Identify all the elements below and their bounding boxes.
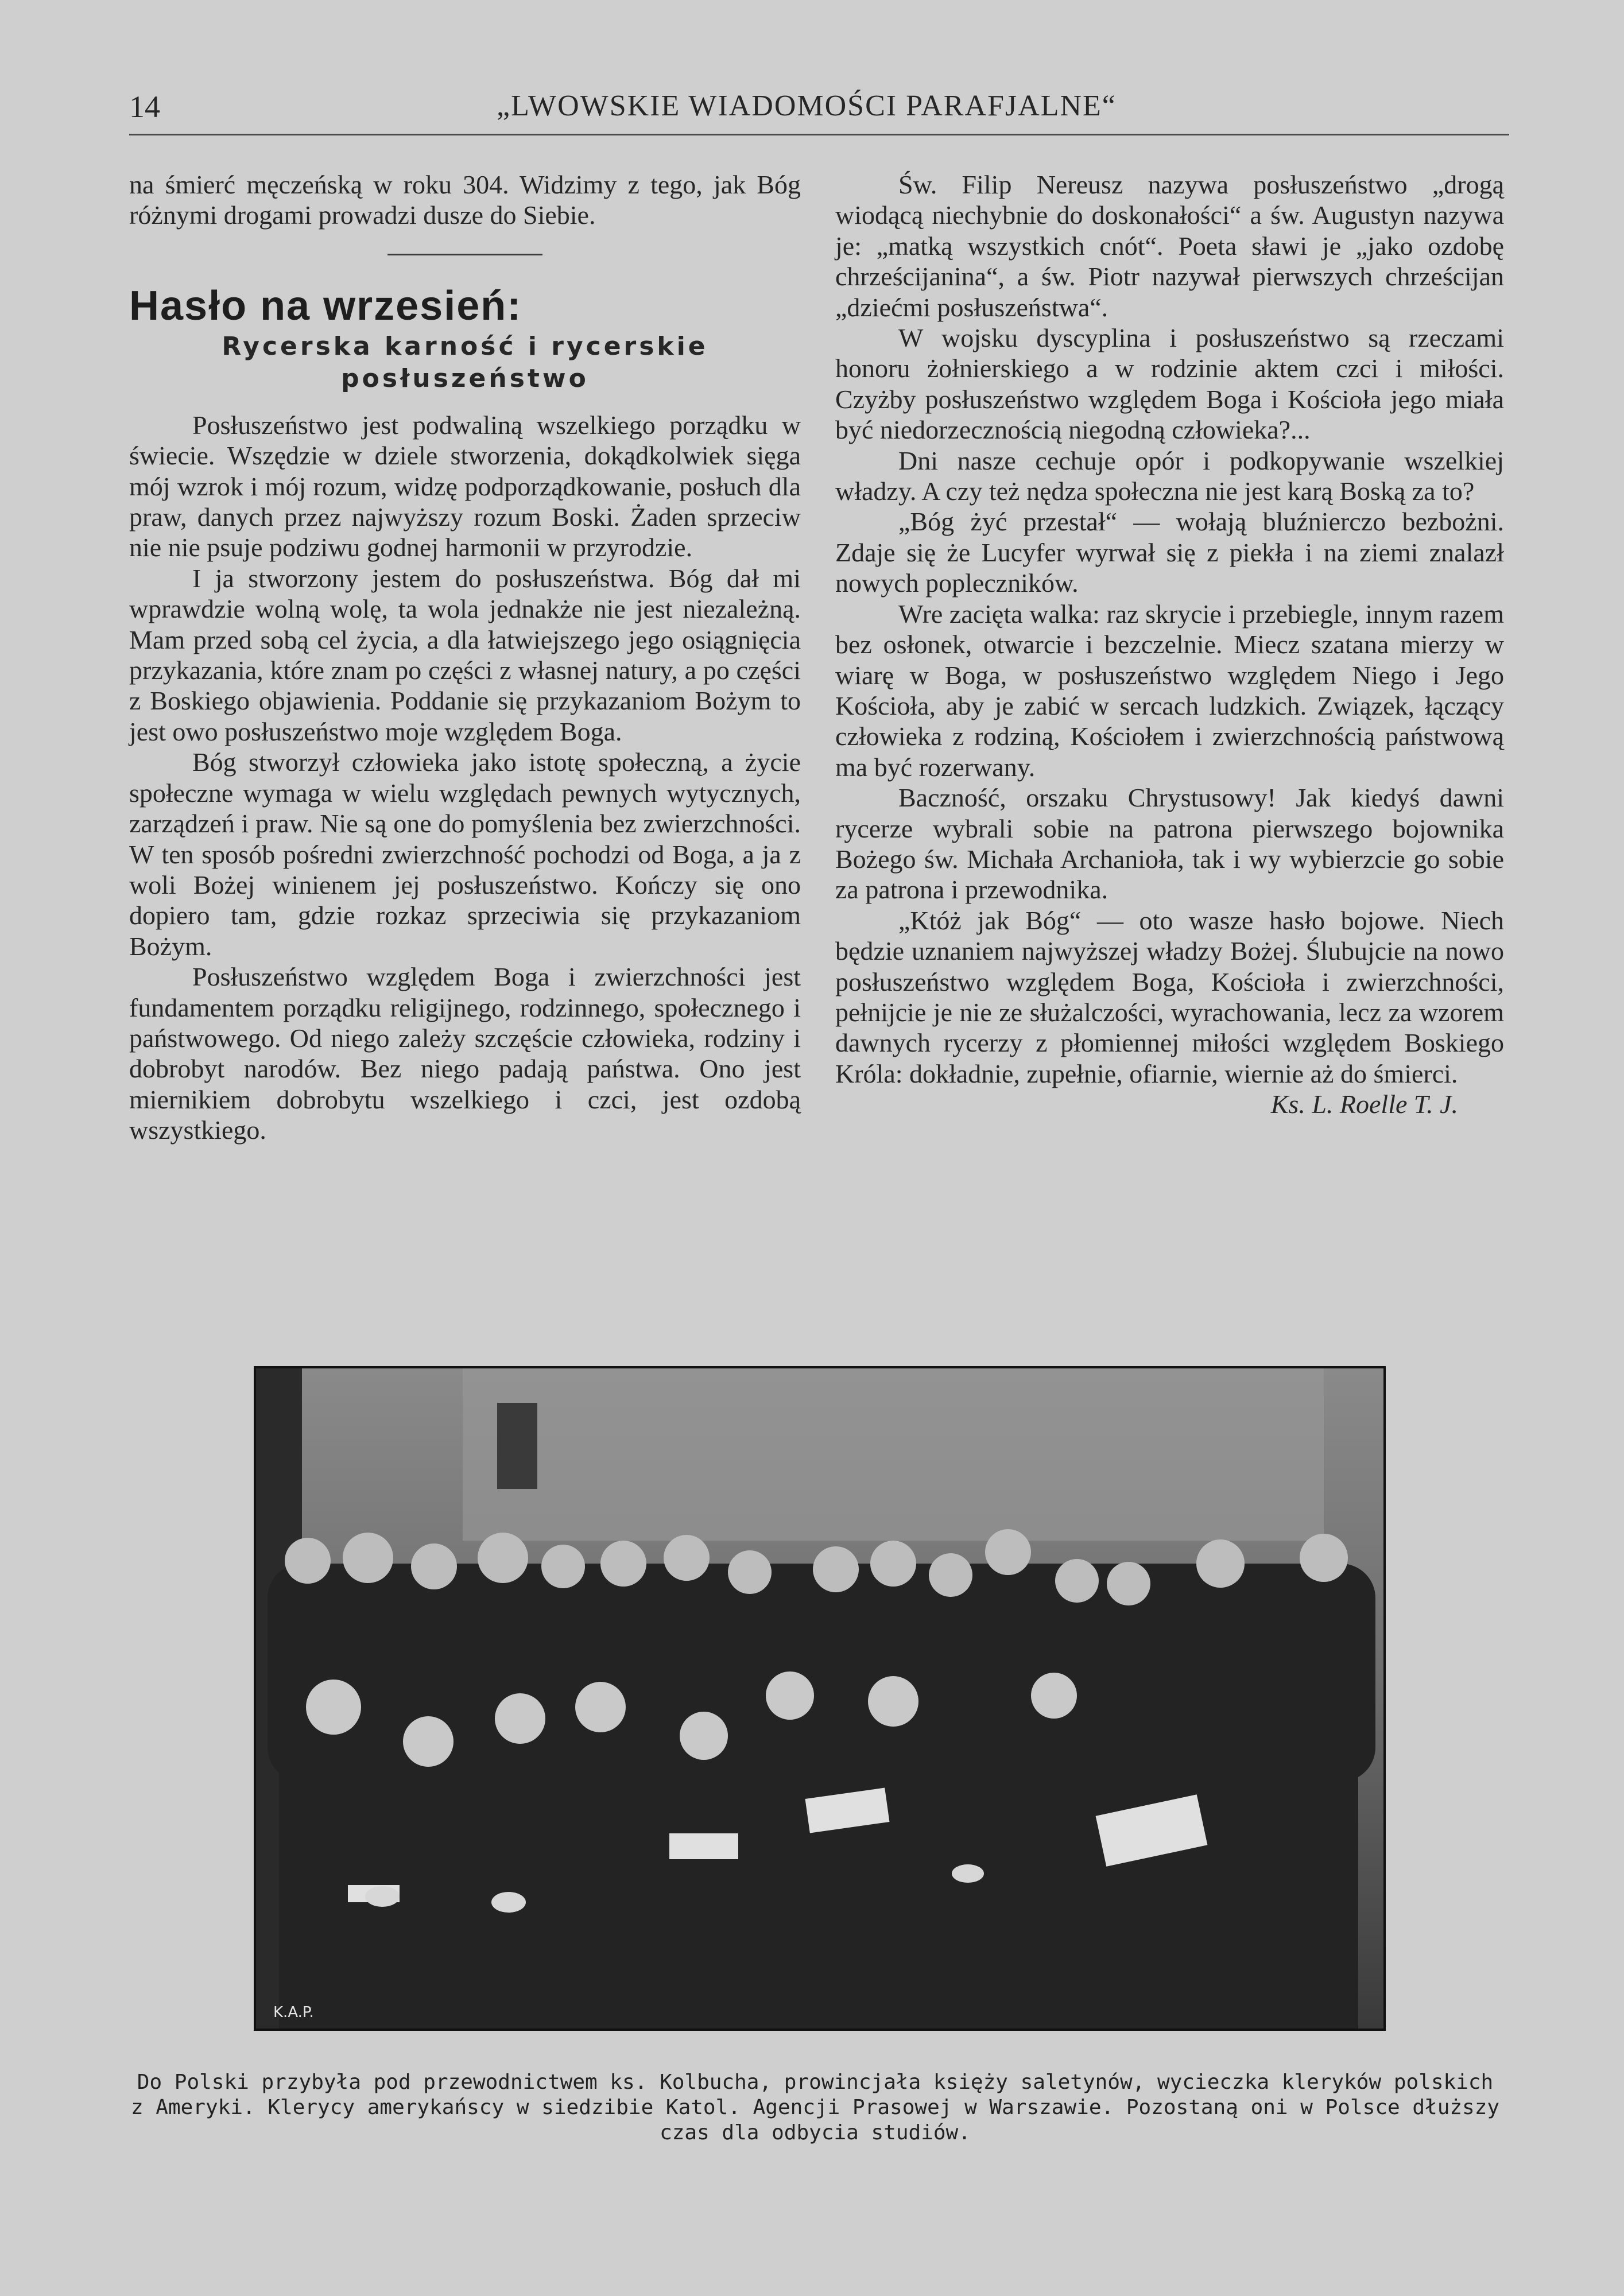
author-signature: Ks. L. Roelle T. J. — [1270, 1089, 1458, 1119]
paragraph: „Bóg żyć przestał“ — wołają bluźnierczo bezbożni. Zdaje się że Lucyfer wyrwał się z piekła i na ziemi znalazł nowych popleczników. — [835, 507, 1504, 598]
paragraph: Posłuszeństwo względem Boga i zwierzchności jest fundamentem porządku religijnego, rodzinnego, społecznego i państwowego. Od niego zależy szczęście człowieka, rodziny i dobrobyt narodów. Bez niego padają państwa. Ono jest miernikiem dobrobytu wszelkiego i czci, jest ozdobą wszystkiego. — [129, 962, 801, 1145]
paragraph: „Któż jak Bóg“ — oto wasze hasło bojowe. Niech będzie uznaniem najwyższej władzy Bożej. Ślubujcie na nowo posłuszeństwo względem Boga, Kościoła i zwierzchności, pełnijcie je nie ze służalczości, wyrachowania, lecz za wzorem dawnych rycerzy z płomiennej miłości względem Boskiego Króla: dokładnie, zupełnie, ofiarnie, wiernie aż do śmierci. — [835, 905, 1504, 1088]
paragraph: Dni nasze cechuje opór i podkopywanie wszelkiej władzy. A czy też nędza społeczna nie jest karą Boską za to? — [835, 445, 1504, 506]
right-column — [835, 169, 1504, 1120]
paragraph: Wre zacięta walka: raz skrycie i przebiegle, innym razem bez osłonek, otwarcie i bezczelnie. Miecz szatana mierzy w wiarę w Boga, w posłuszeństwo względem Niego i Jego Kościoła, aby je zabić w sercach ludzkich. Związek, łączący człowieka z rodziną, Kościołem i zwierzchnością państwową ma być rozerwany. — [835, 599, 1504, 782]
intro-paragraph: na śmierć męczeńską w roku 304. Widzimy z tego, jak Bóg różnymi drogami prowadzi dusze do Siebie. — [129, 170, 801, 230]
running-title: „LWOWSKIE WIADOMOŚCI PARAFJALNE“ — [497, 90, 1117, 122]
left-column — [129, 169, 801, 1146]
subheading-line-2: posłuszeństwo — [341, 363, 589, 393]
paragraph: Św. Filip Nereusz nazywa posłuszeństwo „drogą wiodącą niechybnie do doskonałości“ a św. Augustyn nazywa je: „matką wszystkich cnót“. Poeta sławi je „jako ozdobę chrześcijanina“, a św. Piotr nazywał pierwszych chrześcijan „dziećmi posłuszeństwa“. — [835, 170, 1504, 322]
section-divider — [387, 254, 542, 255]
paragraph: Baczność, orszaku Chrystusowy! Jak kiedyś dawni rycerze wybrali sobie na patrona pierwszego bojownika Bożego św. Michała Archanioła, tak i wy wybierzcie go sobie za patrona i przewodnika. — [835, 783, 1504, 905]
signature-line — [835, 1089, 1504, 1119]
paragraph: W wojsku dyscyplina i posłuszeństwo są rzeczami honoru żołnierskiego a w rodzinie aktem czci i miłości. Czyżby posłuszeństwo względem Boga i Kościoła jego miała być niedorzecznością niegodną człowieka?... — [835, 323, 1504, 445]
group-photo-illustration — [256, 1368, 1383, 2029]
subheading-line-1: Rycerska karność i rycerskie — [222, 331, 708, 361]
paragraph: Bóg stworzył człowieka jako istotę społeczną, a życie społeczne wymaga w wielu względach pewnych wytycznych, zarządzeń i praw. Nie są one do pomyślenia bez zwierzchności. W ten sposób pośredni zwierzchność pochodzi od Boga, a ja z woli Bożej winienem jej posłuszeństwo. Kończy się ono dopiero tam, gdzie rozkaz sprzeciwia się przykazaniom Bożym. — [129, 747, 801, 961]
page-number: 14 — [129, 90, 160, 124]
article-subheading — [129, 331, 801, 395]
paragraph: I ja stworzony jestem do posłuszeństwa. Bóg dał mi wprawdzie wolną wolę, ta wola jednakże nie jest niezależną. Mam przed sobą cel życia, a dla łatwiejszego jego osiągnięcia przykazania, które znam po części z własnej natury, a po części z Boskiego objawienia. Poddanie się przykazaniom Bożym to jest owo posłuszeństwo moje względem Boga. — [129, 563, 801, 746]
article-heading: Hasło na wrzesień: — [129, 282, 522, 329]
page-header — [129, 89, 1509, 135]
header-rule — [129, 134, 1509, 135]
paragraph: Posłuszeństwo jest podwaliną wszelkiego porządku w świecie. Wszędzie w dziele stworzenia, dokądkolwiek sięga mój wzrok i mój rozum, widzę podporządkowanie, posłuch dla praw, danych przez najwyższy rozum Boski. Żaden sprzeciw nie nie psuje podziwu godnej harmonii w przyrodzie. — [129, 410, 801, 563]
photo-caption: Do Polski przybyła pod przewodnictwem ks. Kolbucha, prowincjała księży saletynów, wycieczka kleryków polskich z Ameryki. Klerycy amerykańscy w siedzibie Katol. Agencji Prasowej w Warszawie. Pozostaną oni w Polsce dłuższy czas dla odbycia studiów. — [130, 2070, 1500, 2144]
photo-watermark: K.A.P. — [273, 2004, 314, 2021]
group-photo — [254, 1366, 1386, 2031]
